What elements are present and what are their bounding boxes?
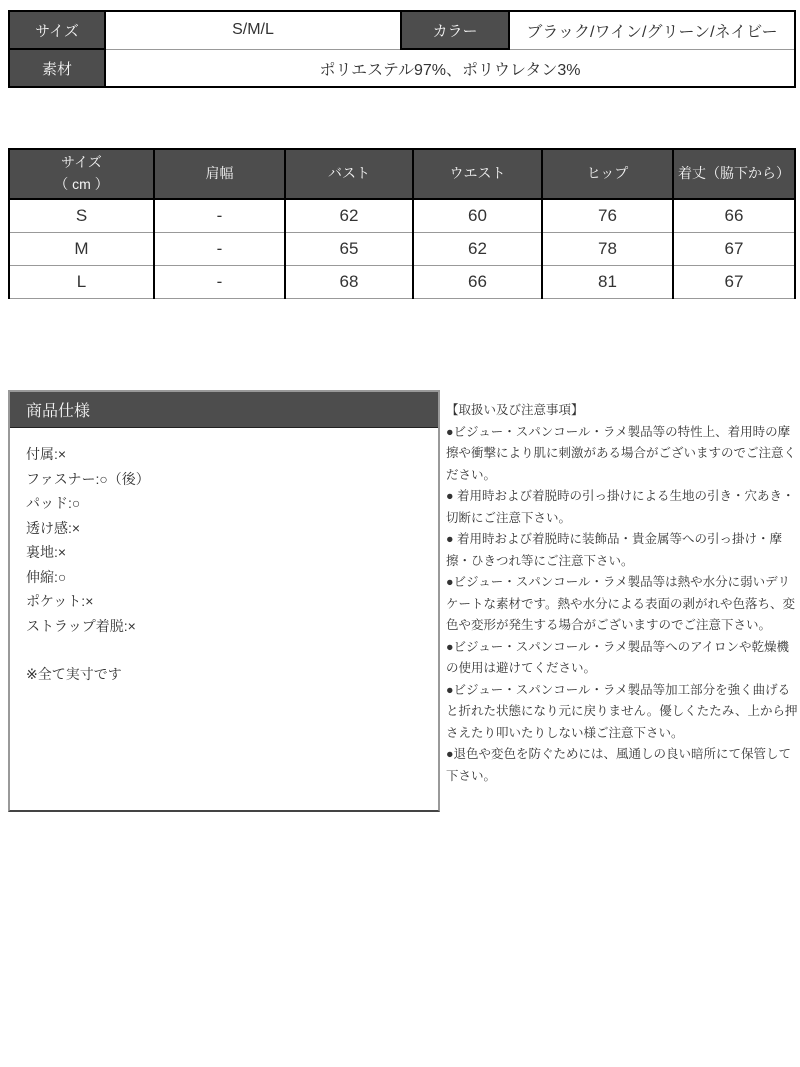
size-col-header-length: 着丈（脇下から） [673, 149, 795, 199]
size-row-label: S [9, 199, 154, 233]
size-header-line2: （ cm ） [54, 176, 109, 192]
size-chart-table [8, 148, 796, 299]
size-cell: 78 [542, 233, 673, 266]
size-cell: 65 [285, 233, 413, 266]
care-notes-title: 【取扱い及び注意事項】 [446, 403, 584, 417]
spec-item-pocket: ポケット:× [26, 593, 94, 609]
size-row-label: M [9, 233, 154, 266]
size-cell: 66 [413, 266, 542, 299]
care-note-bullet: ● 着用時および着脱時に装飾品・貴金属等への引っ掛け・摩擦・ひきつれ等にご注意下さい。 [446, 532, 783, 568]
size-cell: - [154, 266, 285, 299]
spec-note: ※全て実寸です [26, 666, 122, 682]
size-cell: 81 [542, 266, 673, 299]
care-notes [446, 400, 798, 787]
spec-box-title: 商品仕様 [26, 403, 91, 420]
care-note-bullet: ●ビジュー・スパンコール・ラメ製品等の特性上、着用時の摩擦や衝撃により肌に刺激がある場合がございますのでご注意ください。 [446, 424, 797, 482]
info-material-value: ポリエステル97%、ポリウレタン3% [105, 49, 795, 87]
size-cell: 62 [285, 199, 413, 233]
spec-item-pad: パッド:○ [26, 495, 81, 511]
size-cell: 76 [542, 199, 673, 233]
info-row-material [9, 49, 795, 87]
size-col-header-waist: ウエスト [413, 149, 542, 199]
size-cell: - [154, 199, 285, 233]
spec-item-strap: ストラップ着脱:× [26, 617, 136, 634]
size-cell: 62 [413, 233, 542, 266]
size-header-line1: サイズ [61, 154, 102, 171]
care-note-bullet: ●ビジュー・スパンコール・ラメ製品等は熱や水分に弱いデリケートな素材です。熱や水分による表面の剥がれや色落ち、変色や変形が発生する場合がございますのでご注意下さい。 [446, 575, 796, 632]
info-material-label: 素材 [9, 49, 105, 87]
info-row-size-color [9, 11, 795, 49]
care-note-bullet: ●退色や変色を防ぐためには、風通しの良い暗所にて保管して下さい。 [446, 747, 792, 783]
size-cell: 67 [673, 233, 795, 266]
size-cell: 60 [413, 199, 542, 233]
size-col-header-size [9, 149, 154, 199]
spec-item-accessories: 付属:× [26, 446, 67, 462]
size-col-header-bust: バスト [285, 149, 413, 199]
info-size-label: サイズ [9, 11, 105, 49]
info-color-value: ブラック/ワイン/グリーン/ネイビー [509, 11, 795, 49]
info-color-label: カラー [401, 11, 509, 49]
size-row-m [9, 233, 795, 266]
size-row-label: L [9, 266, 154, 299]
size-row-l [9, 266, 795, 299]
spec-item-list [10, 428, 438, 638]
spec-item-sheerness: 透け感:× [26, 519, 81, 536]
size-cell: - [154, 233, 285, 266]
info-size-value: S/M/L [105, 11, 401, 49]
spec-item-stretch: 伸縮:○ [26, 568, 67, 585]
size-cell: 66 [673, 199, 795, 233]
spec-box-title-bar [10, 392, 438, 428]
care-note-bullet: ● 着用時および着脱時の引っ掛けによる生地の引き・穴あき・切断にご注意下さい。 [446, 489, 795, 525]
size-col-header-hip: ヒップ [542, 149, 673, 199]
spec-item-fastener: ファスナー:○（後） [26, 470, 150, 487]
size-chart-header-row [9, 149, 795, 199]
spec-item-lining: 裏地:× [26, 544, 67, 560]
care-note-bullet: ●ビジュー・スパンコール・ラメ製品等へのアイロンや乾燥機の使用は避けてください。 [446, 639, 790, 675]
size-cell: 67 [673, 266, 795, 299]
size-col-header-shoulder: 肩幅 [154, 149, 285, 199]
size-cell: 68 [285, 266, 413, 299]
spec-box [8, 390, 440, 812]
size-row-s [9, 199, 795, 233]
care-note-bullet: ●ビジュー・スパンコール・ラメ製品等加工部分を強く曲げると折れた状態になり元に戻りません。優しくたたみ、上から押さえたり叩いたりしない様ご注意下さい。 [446, 682, 798, 740]
product-info-table [8, 10, 796, 88]
